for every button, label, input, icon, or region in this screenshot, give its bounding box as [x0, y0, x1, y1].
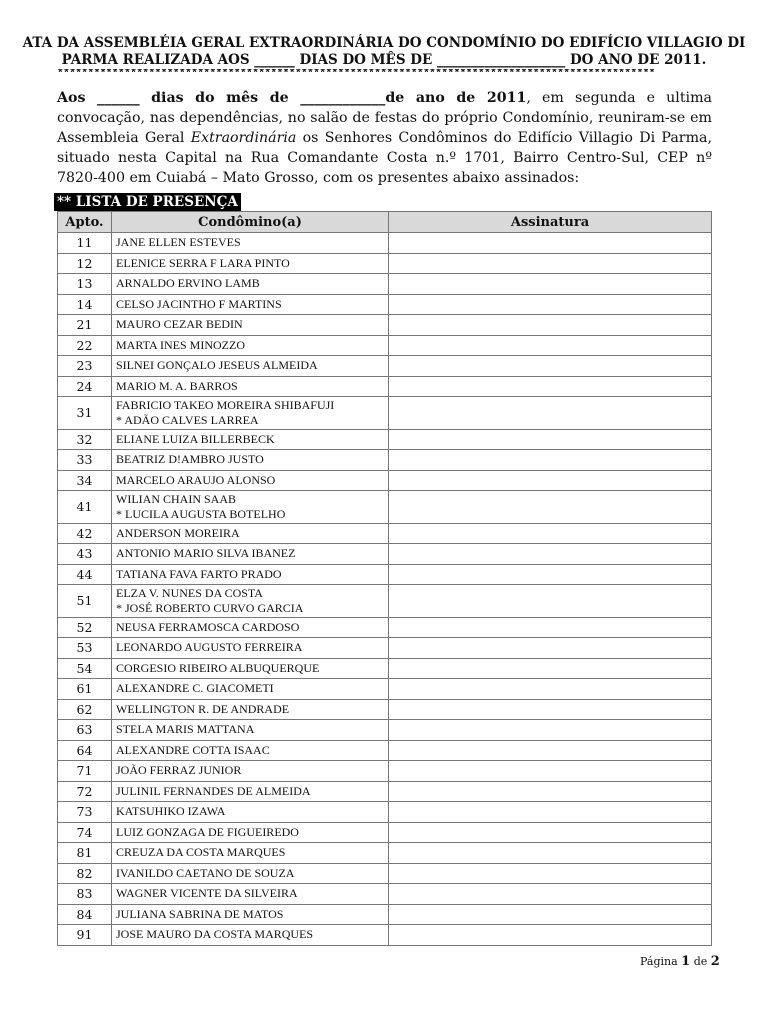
- signature-cell[interactable]: [389, 863, 712, 884]
- signature-cell[interactable]: [389, 253, 712, 274]
- condomino-name-secondary: * LUCILA AUGUSTA BOTELHO: [116, 506, 286, 521]
- apto-cell: 84: [58, 904, 112, 925]
- signature-cell[interactable]: [389, 699, 712, 720]
- table-row: [58, 315, 712, 336]
- condomino-cell: [112, 315, 389, 336]
- header-apto: Apto.: [58, 212, 112, 233]
- apto-cell: 31: [58, 397, 112, 430]
- signature-cell[interactable]: [389, 397, 712, 430]
- table-row: [58, 491, 712, 524]
- condomino-name: IVANILDO CAETANO DE SOUZA: [116, 865, 295, 880]
- signature-cell[interactable]: [389, 658, 712, 679]
- intro-text-italic: Extraordinária: [190, 130, 297, 146]
- apto-cell: 54: [58, 658, 112, 679]
- table-row: [58, 638, 712, 659]
- condomino-cell: [112, 822, 389, 843]
- table-row: [58, 925, 712, 946]
- header-condomino: Condômino(a): [112, 212, 389, 233]
- table-row: [58, 397, 712, 430]
- apto-cell: 34: [58, 470, 112, 491]
- intro-lead: Aos ______ dias do mês de ____________de ano de 2011: [57, 90, 527, 106]
- document-title: [0, 35, 768, 69]
- apto-cell: 12: [58, 253, 112, 274]
- signature-cell[interactable]: [389, 585, 712, 618]
- apto-cell: 82: [58, 863, 112, 884]
- condomino-cell: [112, 491, 389, 524]
- condomino-name: MARTA INES MINOZZO: [116, 337, 245, 352]
- condomino-name: NEUSA FERRAMOSCA CARDOSO: [116, 619, 300, 634]
- table-row: [58, 843, 712, 864]
- table-row: [58, 585, 712, 618]
- apto-cell: 74: [58, 822, 112, 843]
- condomino-cell: [112, 233, 389, 254]
- table-row: [58, 617, 712, 638]
- table-row: [58, 356, 712, 377]
- page-current: 1: [681, 954, 691, 969]
- apto-cell: 51: [58, 585, 112, 618]
- page-label: Página: [640, 955, 678, 968]
- condomino-name: WELLINGTON R. DE ANDRADE: [116, 701, 290, 716]
- condomino-name: JULIANA SABRINA DE MATOS: [116, 906, 284, 921]
- apto-cell: 11: [58, 233, 112, 254]
- signature-cell[interactable]: [389, 233, 712, 254]
- apto-cell: 64: [58, 740, 112, 761]
- condomino-cell: [112, 523, 389, 544]
- apto-cell: 21: [58, 315, 112, 336]
- apto-cell: 32: [58, 429, 112, 450]
- signature-cell[interactable]: [389, 761, 712, 782]
- condomino-cell: [112, 376, 389, 397]
- condomino-cell: [112, 470, 389, 491]
- condomino-cell: [112, 617, 389, 638]
- signature-cell[interactable]: [389, 781, 712, 802]
- condomino-cell: [112, 761, 389, 782]
- signature-cell[interactable]: [389, 884, 712, 905]
- table-row: [58, 274, 712, 295]
- condomino-cell: [112, 904, 389, 925]
- signature-cell[interactable]: [389, 720, 712, 741]
- table-row: [58, 253, 712, 274]
- table-row: [58, 294, 712, 315]
- apto-cell: 23: [58, 356, 112, 377]
- condomino-name: ALEXANDRE C. GIACOMETI: [116, 681, 274, 696]
- table-row: [58, 740, 712, 761]
- signature-cell[interactable]: [389, 802, 712, 823]
- condomino-name: WAGNER VICENTE DA SILVEIRA: [116, 886, 298, 901]
- condomino-cell: [112, 925, 389, 946]
- separator-line: **************************************************************************************************: [57, 69, 655, 80]
- condomino-cell: [112, 740, 389, 761]
- condomino-name: MAURO CEZAR BEDIN: [116, 317, 243, 332]
- signature-cell[interactable]: [389, 491, 712, 524]
- table-header-row: [58, 212, 712, 233]
- signature-cell[interactable]: [389, 274, 712, 295]
- condomino-name: MARIO M. A. BARROS: [116, 378, 238, 393]
- title-line-2: PARMA REALIZADA AOS ______ DIAS DO MÊS DE ___________________ DO ANO DE 2011.: [61, 52, 707, 68]
- signature-cell[interactable]: [389, 679, 712, 700]
- apto-cell: 24: [58, 376, 112, 397]
- table-row: [58, 335, 712, 356]
- condomino-name: KATSUHIKO IZAWA: [116, 804, 226, 819]
- table-row: [58, 679, 712, 700]
- table-row: [58, 904, 712, 925]
- condomino-cell: [112, 781, 389, 802]
- apto-cell: 44: [58, 564, 112, 585]
- table-row: [58, 564, 712, 585]
- condomino-name: ANDERSON MOREIRA: [116, 525, 240, 540]
- signature-cell[interactable]: [389, 356, 712, 377]
- condomino-cell: [112, 544, 389, 565]
- apto-cell: 42: [58, 523, 112, 544]
- condomino-cell: [112, 884, 389, 905]
- signature-cell[interactable]: [389, 564, 712, 585]
- intro-text-a: , em segunda e ultima convocação, nas dependências, no salão de festas do próprio Condomínio, reuniram-se em Assembleia Geral: [57, 90, 712, 146]
- signature-cell[interactable]: [389, 335, 712, 356]
- condomino-cell: [112, 843, 389, 864]
- condomino-cell: [112, 253, 389, 274]
- apto-cell: 22: [58, 335, 112, 356]
- apto-cell: 71: [58, 761, 112, 782]
- apto-cell: 14: [58, 294, 112, 315]
- condomino-name: CORGESIO RIBEIRO ALBUQUERQUE: [116, 660, 320, 675]
- condomino-name: CELSO JACINTHO F MARTINS: [116, 296, 282, 311]
- apto-cell: 62: [58, 699, 112, 720]
- condomino-cell: [112, 679, 389, 700]
- signature-cell[interactable]: [389, 294, 712, 315]
- condomino-name: CREUZA DA COSTA MARQUES: [116, 845, 286, 860]
- table-row: [58, 233, 712, 254]
- condomino-cell: [112, 294, 389, 315]
- condomino-name: ANTONIO MARIO SILVA IBANEZ: [116, 546, 296, 561]
- condomino-name: LEONARDO AUGUSTO FERREIRA: [116, 640, 303, 655]
- table-row: [58, 658, 712, 679]
- table-row: [58, 470, 712, 491]
- signature-cell[interactable]: [389, 740, 712, 761]
- condomino-cell: [112, 450, 389, 471]
- table-row: [58, 781, 712, 802]
- condomino-name: STELA MARIS MATTANA: [116, 722, 255, 737]
- attendance-table: [57, 211, 712, 946]
- apto-cell: 72: [58, 781, 112, 802]
- signature-cell[interactable]: [389, 523, 712, 544]
- attendance-list-title: ** LISTA DE PRESENÇA: [54, 193, 241, 211]
- title-line-1: ATA DA ASSEMBLÉIA GERAL EXTRAORDINÁRIA DO CONDOMÍNIO DO EDIFÍCIO VILLAGIO DI: [22, 35, 746, 51]
- condomino-name: ELENICE SERRA F LARA PINTO: [116, 255, 290, 270]
- condomino-cell: [112, 863, 389, 884]
- table-row: [58, 544, 712, 565]
- table-row: [58, 802, 712, 823]
- signature-cell[interactable]: [389, 638, 712, 659]
- apto-cell: 61: [58, 679, 112, 700]
- condomino-name: JULINIL FERNANDES DE ALMEIDA: [116, 783, 311, 798]
- signature-cell[interactable]: [389, 904, 712, 925]
- signature-cell[interactable]: [389, 617, 712, 638]
- apto-cell: 33: [58, 450, 112, 471]
- condomino-name: JOSE MAURO DA COSTA MARQUES: [116, 927, 314, 942]
- signature-cell[interactable]: [389, 429, 712, 450]
- condomino-name-secondary: * JOSÉ ROBERTO CURVO GARCIA: [116, 600, 304, 615]
- condomino-name-secondary: * ADÃO CALVES LARREA: [116, 412, 259, 427]
- condomino-cell: [112, 356, 389, 377]
- page-total: 2: [710, 954, 720, 969]
- signature-cell[interactable]: [389, 843, 712, 864]
- condomino-name: JOÃO FERRAZ JUNIOR: [116, 763, 242, 778]
- condomino-name: BEATRIZ D!AMBRO JUSTO: [116, 452, 264, 467]
- condomino-name: TATIANA FAVA FARTO PRADO: [116, 566, 282, 581]
- condomino-cell: [112, 638, 389, 659]
- condomino-name: FABRICIO TAKEO MOREIRA SHIBAFUJI: [116, 397, 335, 412]
- condomino-name: WILIAN CHAIN SAAB: [116, 491, 236, 506]
- condomino-name: SILNEI GONÇALO JESEUS ALMEIDA: [116, 358, 318, 373]
- signature-cell[interactable]: [389, 470, 712, 491]
- table-row: [58, 523, 712, 544]
- apto-cell: 41: [58, 491, 112, 524]
- condomino-name: ELZA V. NUNES DA COSTA: [116, 585, 263, 600]
- signature-cell[interactable]: [389, 925, 712, 946]
- condomino-name: ARNALDO ERVINO LAMB: [116, 276, 260, 291]
- condomino-cell: [112, 274, 389, 295]
- apto-cell: 83: [58, 884, 112, 905]
- apto-cell: 73: [58, 802, 112, 823]
- apto-cell: 91: [58, 925, 112, 946]
- condomino-cell: [112, 658, 389, 679]
- condomino-cell: [112, 335, 389, 356]
- condomino-cell: [112, 564, 389, 585]
- condomino-name: MARCELO ARAUJO ALONSO: [116, 472, 276, 487]
- table-row: [58, 863, 712, 884]
- condomino-name: LUIZ GONZAGA DE FIGUEIREDO: [116, 824, 299, 839]
- apto-cell: 63: [58, 720, 112, 741]
- table-row: [58, 822, 712, 843]
- signature-cell[interactable]: [389, 315, 712, 336]
- intro-paragraph: [57, 88, 712, 188]
- table-row: [58, 429, 712, 450]
- condomino-cell: [112, 699, 389, 720]
- table-row: [58, 720, 712, 741]
- apto-cell: 52: [58, 617, 112, 638]
- condomino-cell: [112, 802, 389, 823]
- apto-cell: 81: [58, 843, 112, 864]
- header-assinatura: Assinatura: [389, 212, 712, 233]
- signature-cell[interactable]: [389, 376, 712, 397]
- condomino-cell: [112, 585, 389, 618]
- condomino-name: ALEXANDRE COTTA ISAAC: [116, 742, 270, 757]
- apto-cell: 53: [58, 638, 112, 659]
- page-sep: de: [693, 955, 708, 968]
- condomino-cell: [112, 397, 389, 430]
- page-number: [640, 954, 720, 969]
- table-row: [58, 884, 712, 905]
- table-row: [58, 699, 712, 720]
- condomino-name: ELIANE LUIZA BILLERBECK: [116, 431, 275, 446]
- intro-text-b: os Senhores Condôminos do Edifício Villagio Di Parma, situado nesta Capital na Rua Comandante Costa n.º 1701, Bairro Centro-Sul, CEP nº 7820-400 em Cuiabá – Mato Grosso, com os presentes abaixo assinados:: [57, 130, 712, 186]
- table-row: [58, 761, 712, 782]
- condomino-cell: [112, 429, 389, 450]
- table-row: [58, 376, 712, 397]
- signature-cell[interactable]: [389, 450, 712, 471]
- condomino-name: JANE ELLEN ESTEVES: [116, 235, 241, 250]
- apto-cell: 43: [58, 544, 112, 565]
- condomino-cell: [112, 720, 389, 741]
- table-row: [58, 450, 712, 471]
- table-body: [58, 233, 712, 946]
- apto-cell: 13: [58, 274, 112, 295]
- signature-cell[interactable]: [389, 544, 712, 565]
- signature-cell[interactable]: [389, 822, 712, 843]
